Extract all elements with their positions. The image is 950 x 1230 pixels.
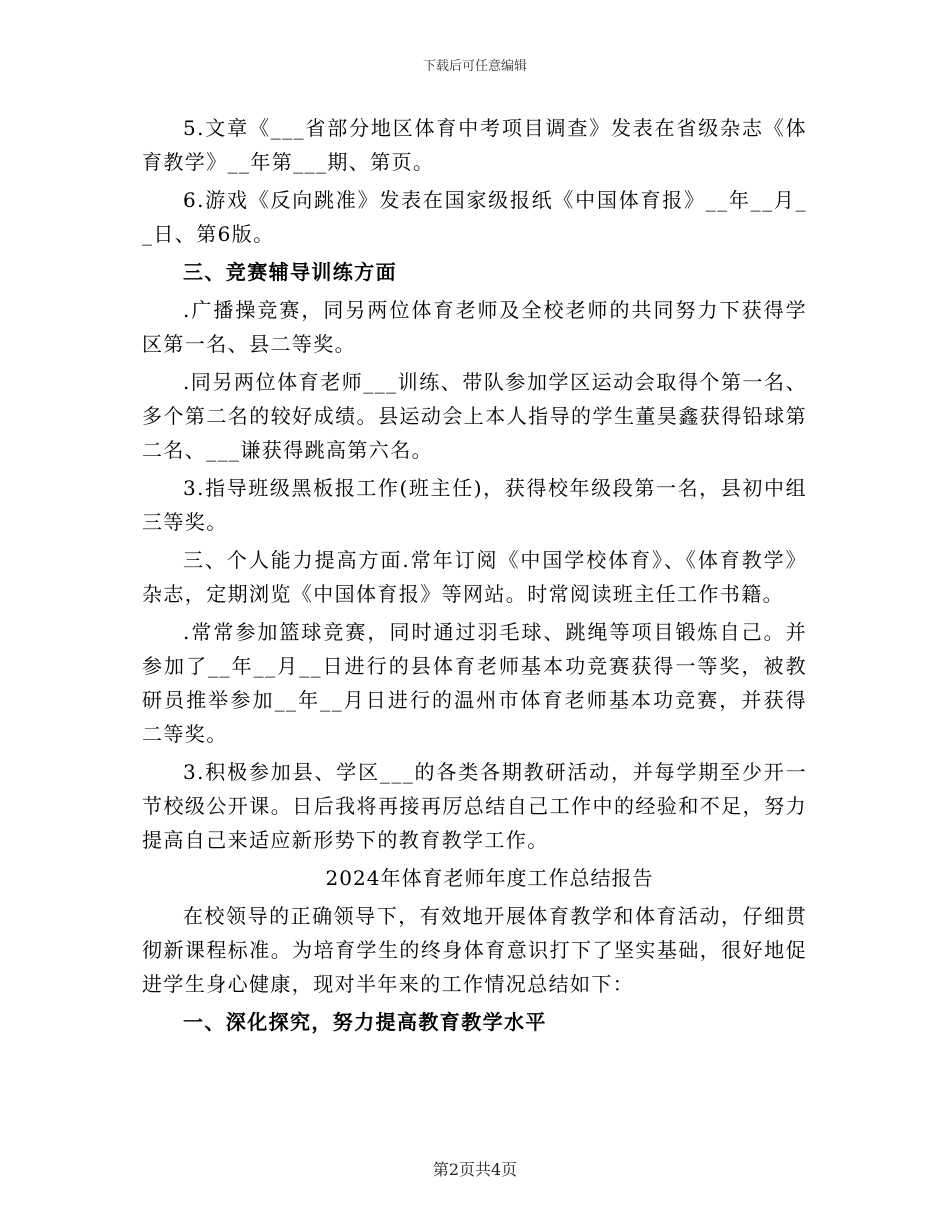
paragraph-teaching-research: 3.积极参加县、学区___的各类各期教研活动，并每学期至少开一节校级公开课。日后我将再接再厉总结自己工作中的经验和不足，努力提高自己来适应新形势下的教育教学工作。 — [142, 760, 807, 852]
paragraph-blackboard: 3.指导班级黑板报工作(班主任)，获得校年级段第一名，县初中组三等奖。 — [142, 476, 807, 534]
paragraph-basketball: .常常参加篮球竞赛，同时通过羽毛球、跳绳等项目锻炼自己。并参加了__年__月__日进行的县体育老师基本功竞赛获得一等奖，被教研员推举参加__年__月日进行的温州市体育老师基本功竞赛，并获得二等奖。 — [142, 620, 807, 746]
report-title: 2024年体育老师年度工作总结报告 — [325, 866, 654, 890]
section-heading-deepen-research: 一、深化探究，努力提高教育教学水平 — [183, 1010, 547, 1034]
report-intro: 在校领导的正确领导下，有效地开展体育教学和体育活动，仔细贯彻新课程标准。为培育学生的终身体育意识打下了坚实基础，很好地促进学生身心健康，现对半年来的工作情况总结如下： — [142, 904, 807, 996]
page-header: 下载后可任意编辑 — [422, 59, 527, 74]
page-footer: 第2页共4页 — [432, 1160, 518, 1179]
paragraph-broadcast-exercise: .广播操竞赛，同另两位体育老师及全校老师的共同努力下获得学区第一名、县二等奖。 — [142, 298, 807, 356]
paragraph-sports-meet: .同另两位体育老师___训练、带队参加学区运动会取得个第一名、多个第二名的较好成绩。县运动会上本人指导的学生董昊鑫获得铅球第二名、___谦获得跳高第六名。 — [142, 370, 807, 462]
paragraph-personal-ability: 三、个人能力提高方面.常年订阅《中国学校体育》、《体育教学》杂志，定期浏览《中国体育报》等网站。时常阅读班主任工作书籍。 — [142, 548, 807, 606]
section-heading-competition: 三、竞赛辅导训练方面 — [183, 260, 397, 284]
paragraph-game-6: 6.游戏《反向跳准》发表在国家级报纸《中国体育报》__年__月__日、第6版。 — [142, 188, 807, 246]
paragraph-article-5: 5.文章《___省部分地区体育中考项目调查》发表在省级杂志《体育教学》__年第___期、第页。 — [142, 116, 807, 174]
document-body — [142, 111, 807, 1043]
